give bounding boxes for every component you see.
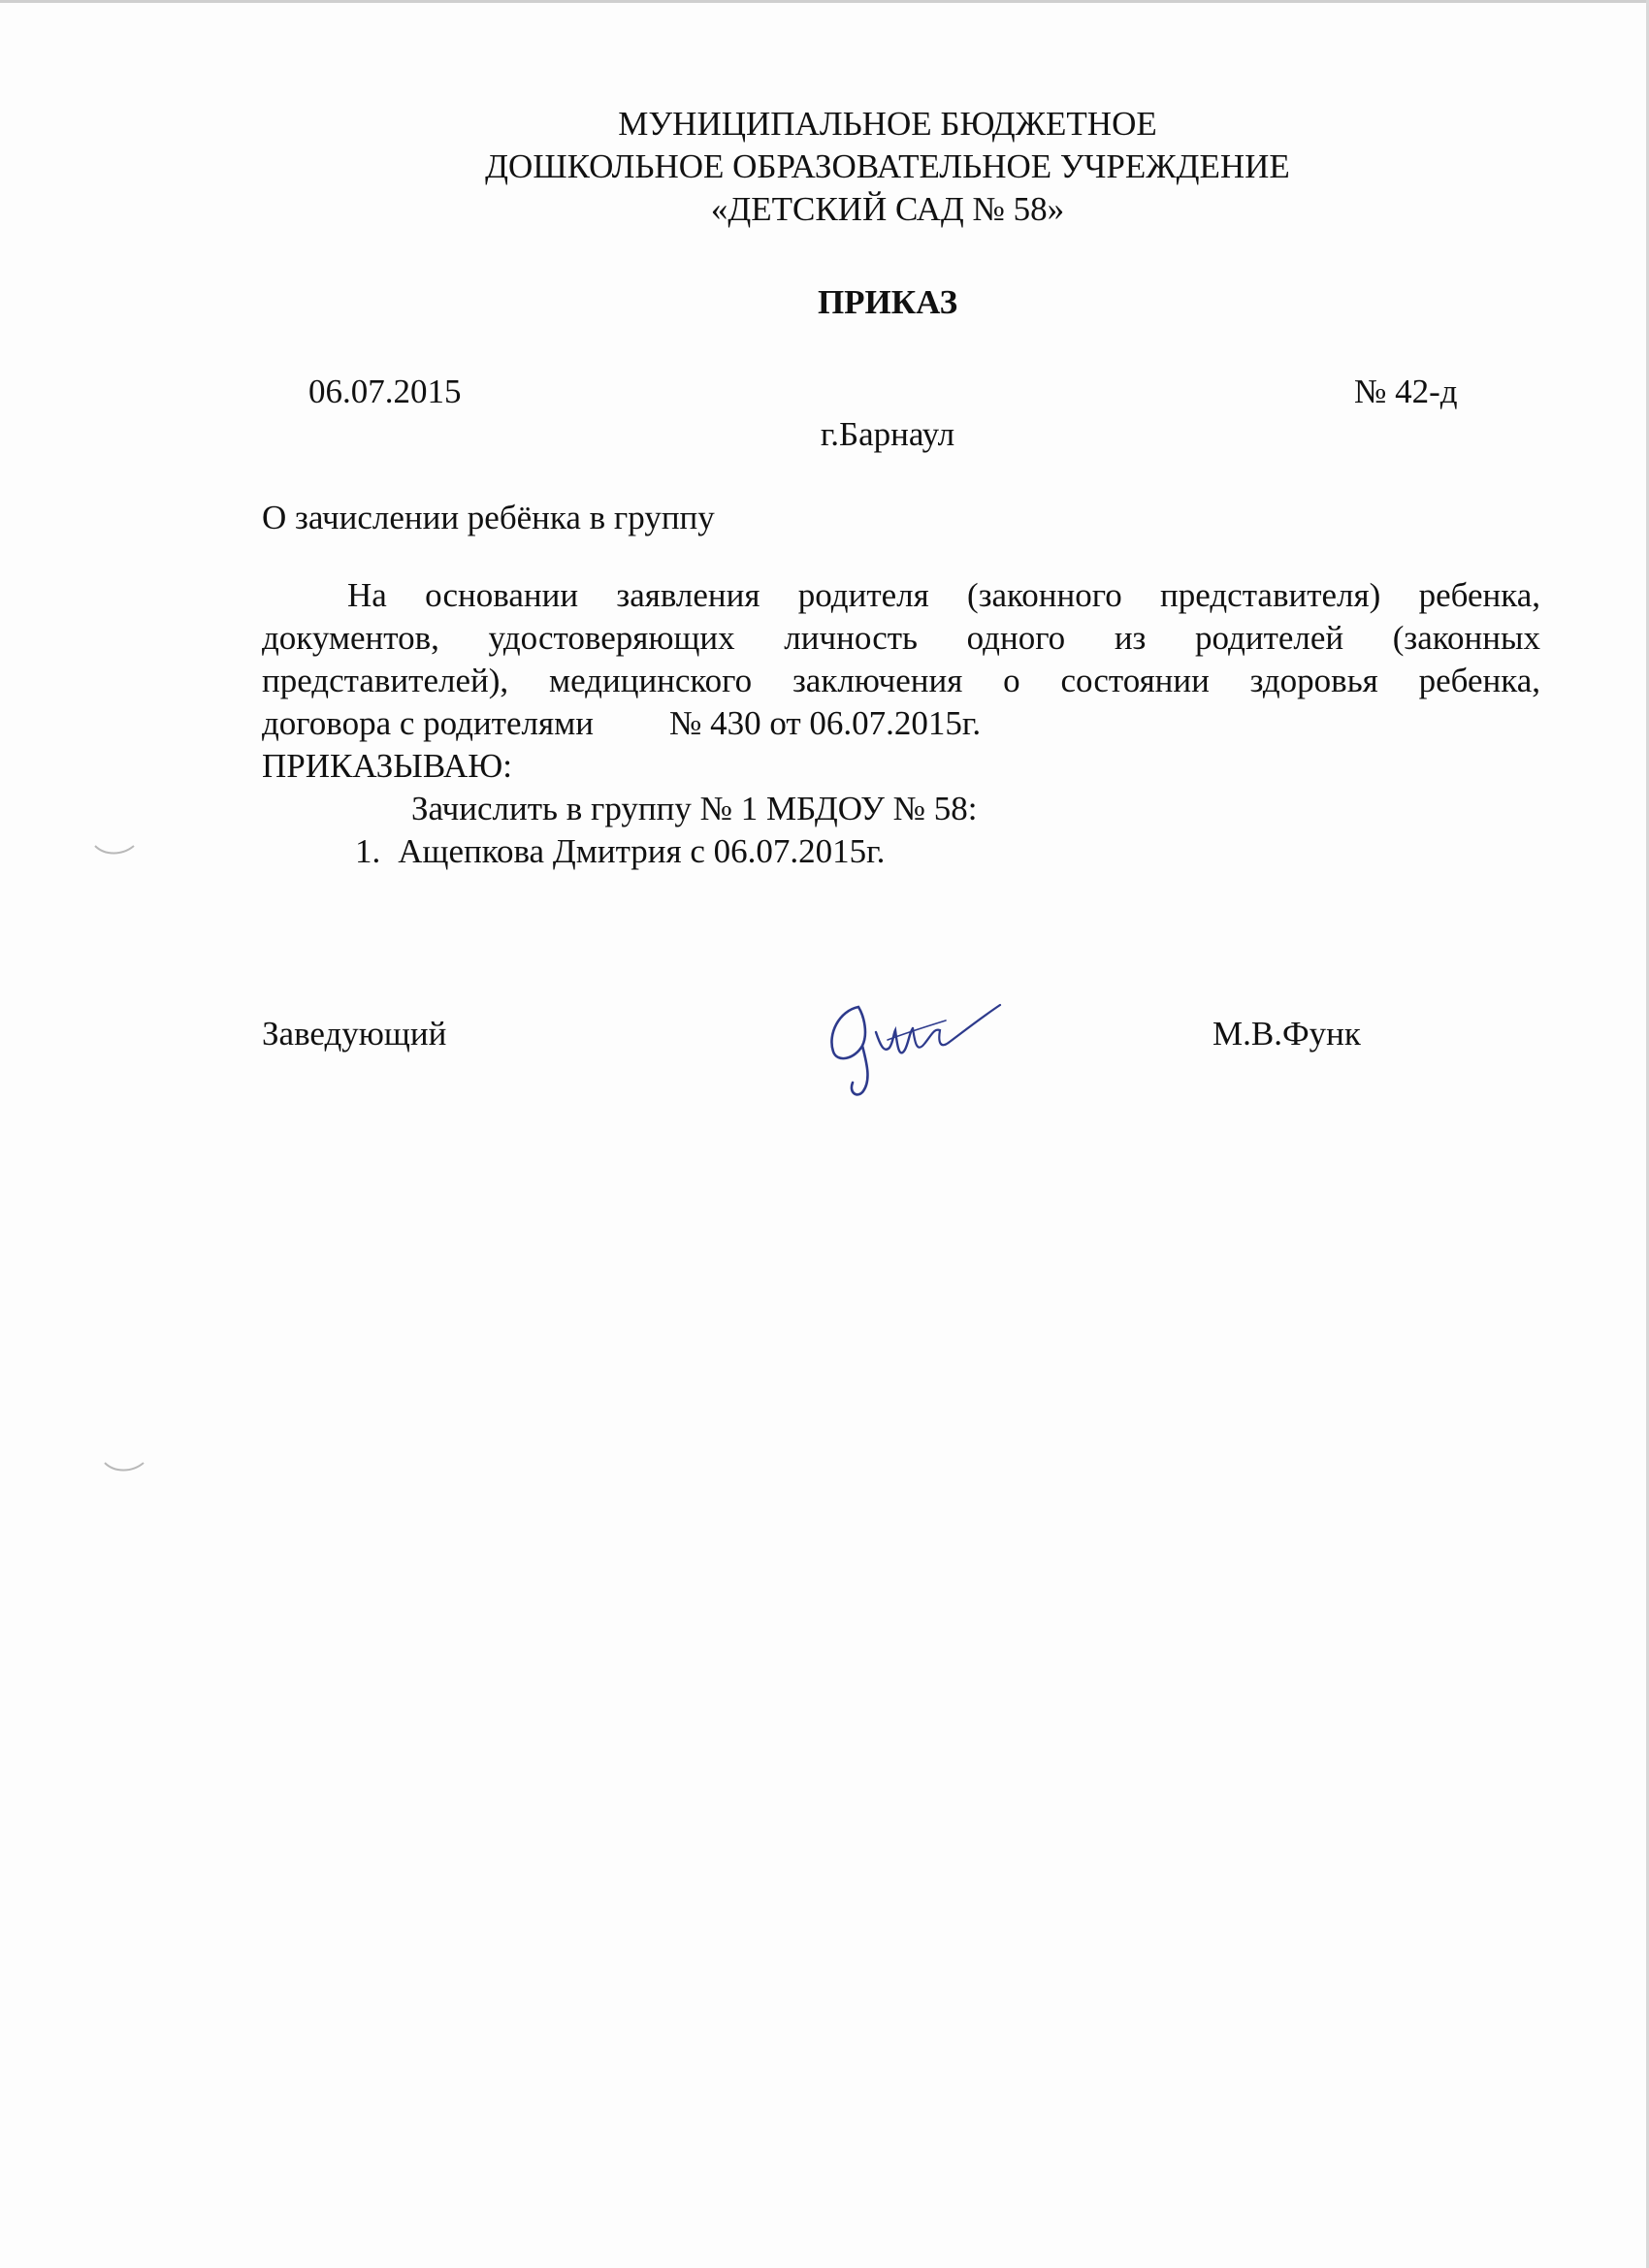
org-name-line-3: «ДЕТСКИЙ САД № 58»: [710, 190, 1065, 228]
org-name-line-1: МУНИЦИПАЛЬНОЕ БЮДЖЕТНОЕ: [618, 105, 1157, 143]
order-number: № 42-д: [1354, 373, 1458, 410]
org-name-line-2: ДОШКОЛЬНОЕ ОБРАЗОВАТЕЛЬНОЕ УЧРЕЖДЕНИЕ: [485, 147, 1290, 185]
enroll-instruction: Зачислить в группу № 1 МБДОУ № 58:: [411, 790, 978, 827]
basis-line-2: документов, удостоверяющих личность одного из родителей (законных: [262, 619, 1540, 657]
list-item-number: 1.: [355, 832, 381, 870]
order-date: 06.07.2015: [308, 373, 462, 410]
punch-hole-mark-upper: [93, 842, 136, 858]
signatory-name: М.В.Функ: [1212, 1015, 1361, 1053]
handwritten-signature: [820, 991, 1004, 1096]
scan-edge-top: [0, 0, 1649, 3]
list-item: [355, 830, 885, 873]
order-city: г.Барнаул: [820, 415, 955, 453]
list-item-text: Ащепкова Дмитрия с 06.07.2015г.: [398, 832, 886, 870]
order-basis-paragraph: [262, 574, 1540, 702]
document-title: ПРИКАЗ: [817, 283, 958, 321]
basis-line-4: [262, 702, 981, 745]
signatory-position: Заведующий: [262, 1015, 447, 1053]
order-word: ПРИКАЗЫВАЮ:: [262, 747, 512, 785]
contract-prefix: договора с родителями: [262, 704, 594, 742]
basis-line-3: представителей), медицинского заключения о состоянии здоровья ребенка,: [262, 662, 1540, 699]
punch-hole-mark-lower: [103, 1459, 146, 1474]
order-subject: О зачислении ребёнка в группу: [262, 499, 715, 536]
contract-reference: № 430 от 06.07.2015г.: [668, 704, 982, 742]
basis-line-1: На основании заявления родителя (законного представителя) ребенка,: [347, 576, 1540, 614]
